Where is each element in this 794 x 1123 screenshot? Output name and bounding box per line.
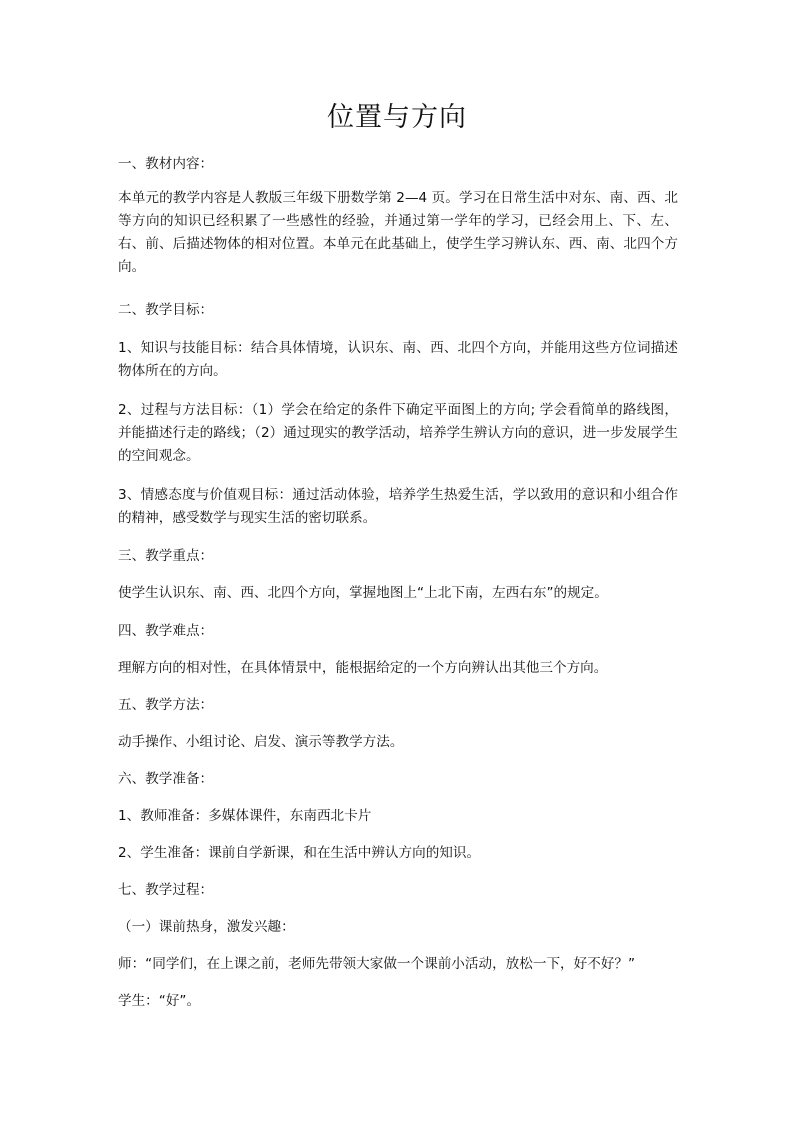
document-title: 位置与方向 [327,102,467,133]
paragraph-teacher-dialogue: 师：“同学们，在上课之前，老师先带领大家做一个课前小活动，放松一下，好不好？” [118,956,636,972]
paragraph-key-points: 使学生认识东、南、西、北四个方向，掌握地图上“上北下南，左西右东”的规定。 [118,585,608,601]
section-heading-process: 七、教学过程： [118,882,214,898]
paragraph-teacher-prep: 1、教师准备：多媒体课件，东南西北卡片 [118,808,372,824]
section-heading-methods: 五、教学方法： [118,697,214,713]
paragraph-warmup: （一）课前热身，激发兴趣： [118,919,295,935]
paragraph-student-dialogue: 学生：“好”。 [118,993,201,1009]
section-heading-preparation: 六、教学准备： [118,771,214,787]
paragraph-difficulties: 理解方向的相对性，在具体情景中，能根据给定的一个方向辨认出其他三个方向。 [118,660,608,676]
section-heading-materials: 一、教材内容： [118,156,214,172]
paragraph-goal-3: 3、情感态度与价值观目标：通过活动体验，培养学生热爱生活，学以致用的意识和小组合作的精神，感受数学与现实生活的密切联系。 [118,487,678,526]
section-heading-difficulties: 四、教学难点： [118,623,214,639]
paragraph-student-prep: 2、学生准备：课前自学新课，和在生活中辨认方向的知识。 [118,845,481,861]
paragraph-goal-2: 2、过程与方法目标：（1）学会在给定的条件下确定平面图上的方向; 学会看简单的路线图，并能描述行走的路线；（2）通过现实的教学活动，培养学生辨认方向的意识，进一步发展学生的空间观念。 [118,402,678,464]
section-heading-goals: 二、教学目标： [118,302,214,318]
paragraph-materials: 本单元的教学内容是人教版三年级下册数学第 2—4 页。学习在日常生活中对东、南、西、北等方向的知识已经积累了一些感性的经验，并通过第一学年的学习，已经会用上、下、左、右、前、后描述物体的相对位置。本单元在此基础上，使学生学习辨认东、西、南、北四个方向。 [118,190,678,275]
paragraph-goal-1: 1、知识与技能目标：结合具体情境，认识东、南、西、北四个方向，并能用这些方位词描述物体所在的方向。 [118,340,678,379]
section-heading-key-points: 三、教学重点： [118,548,214,564]
paragraph-methods: 动手操作、小组讨论、启发、演示等教学方法。 [118,734,404,750]
